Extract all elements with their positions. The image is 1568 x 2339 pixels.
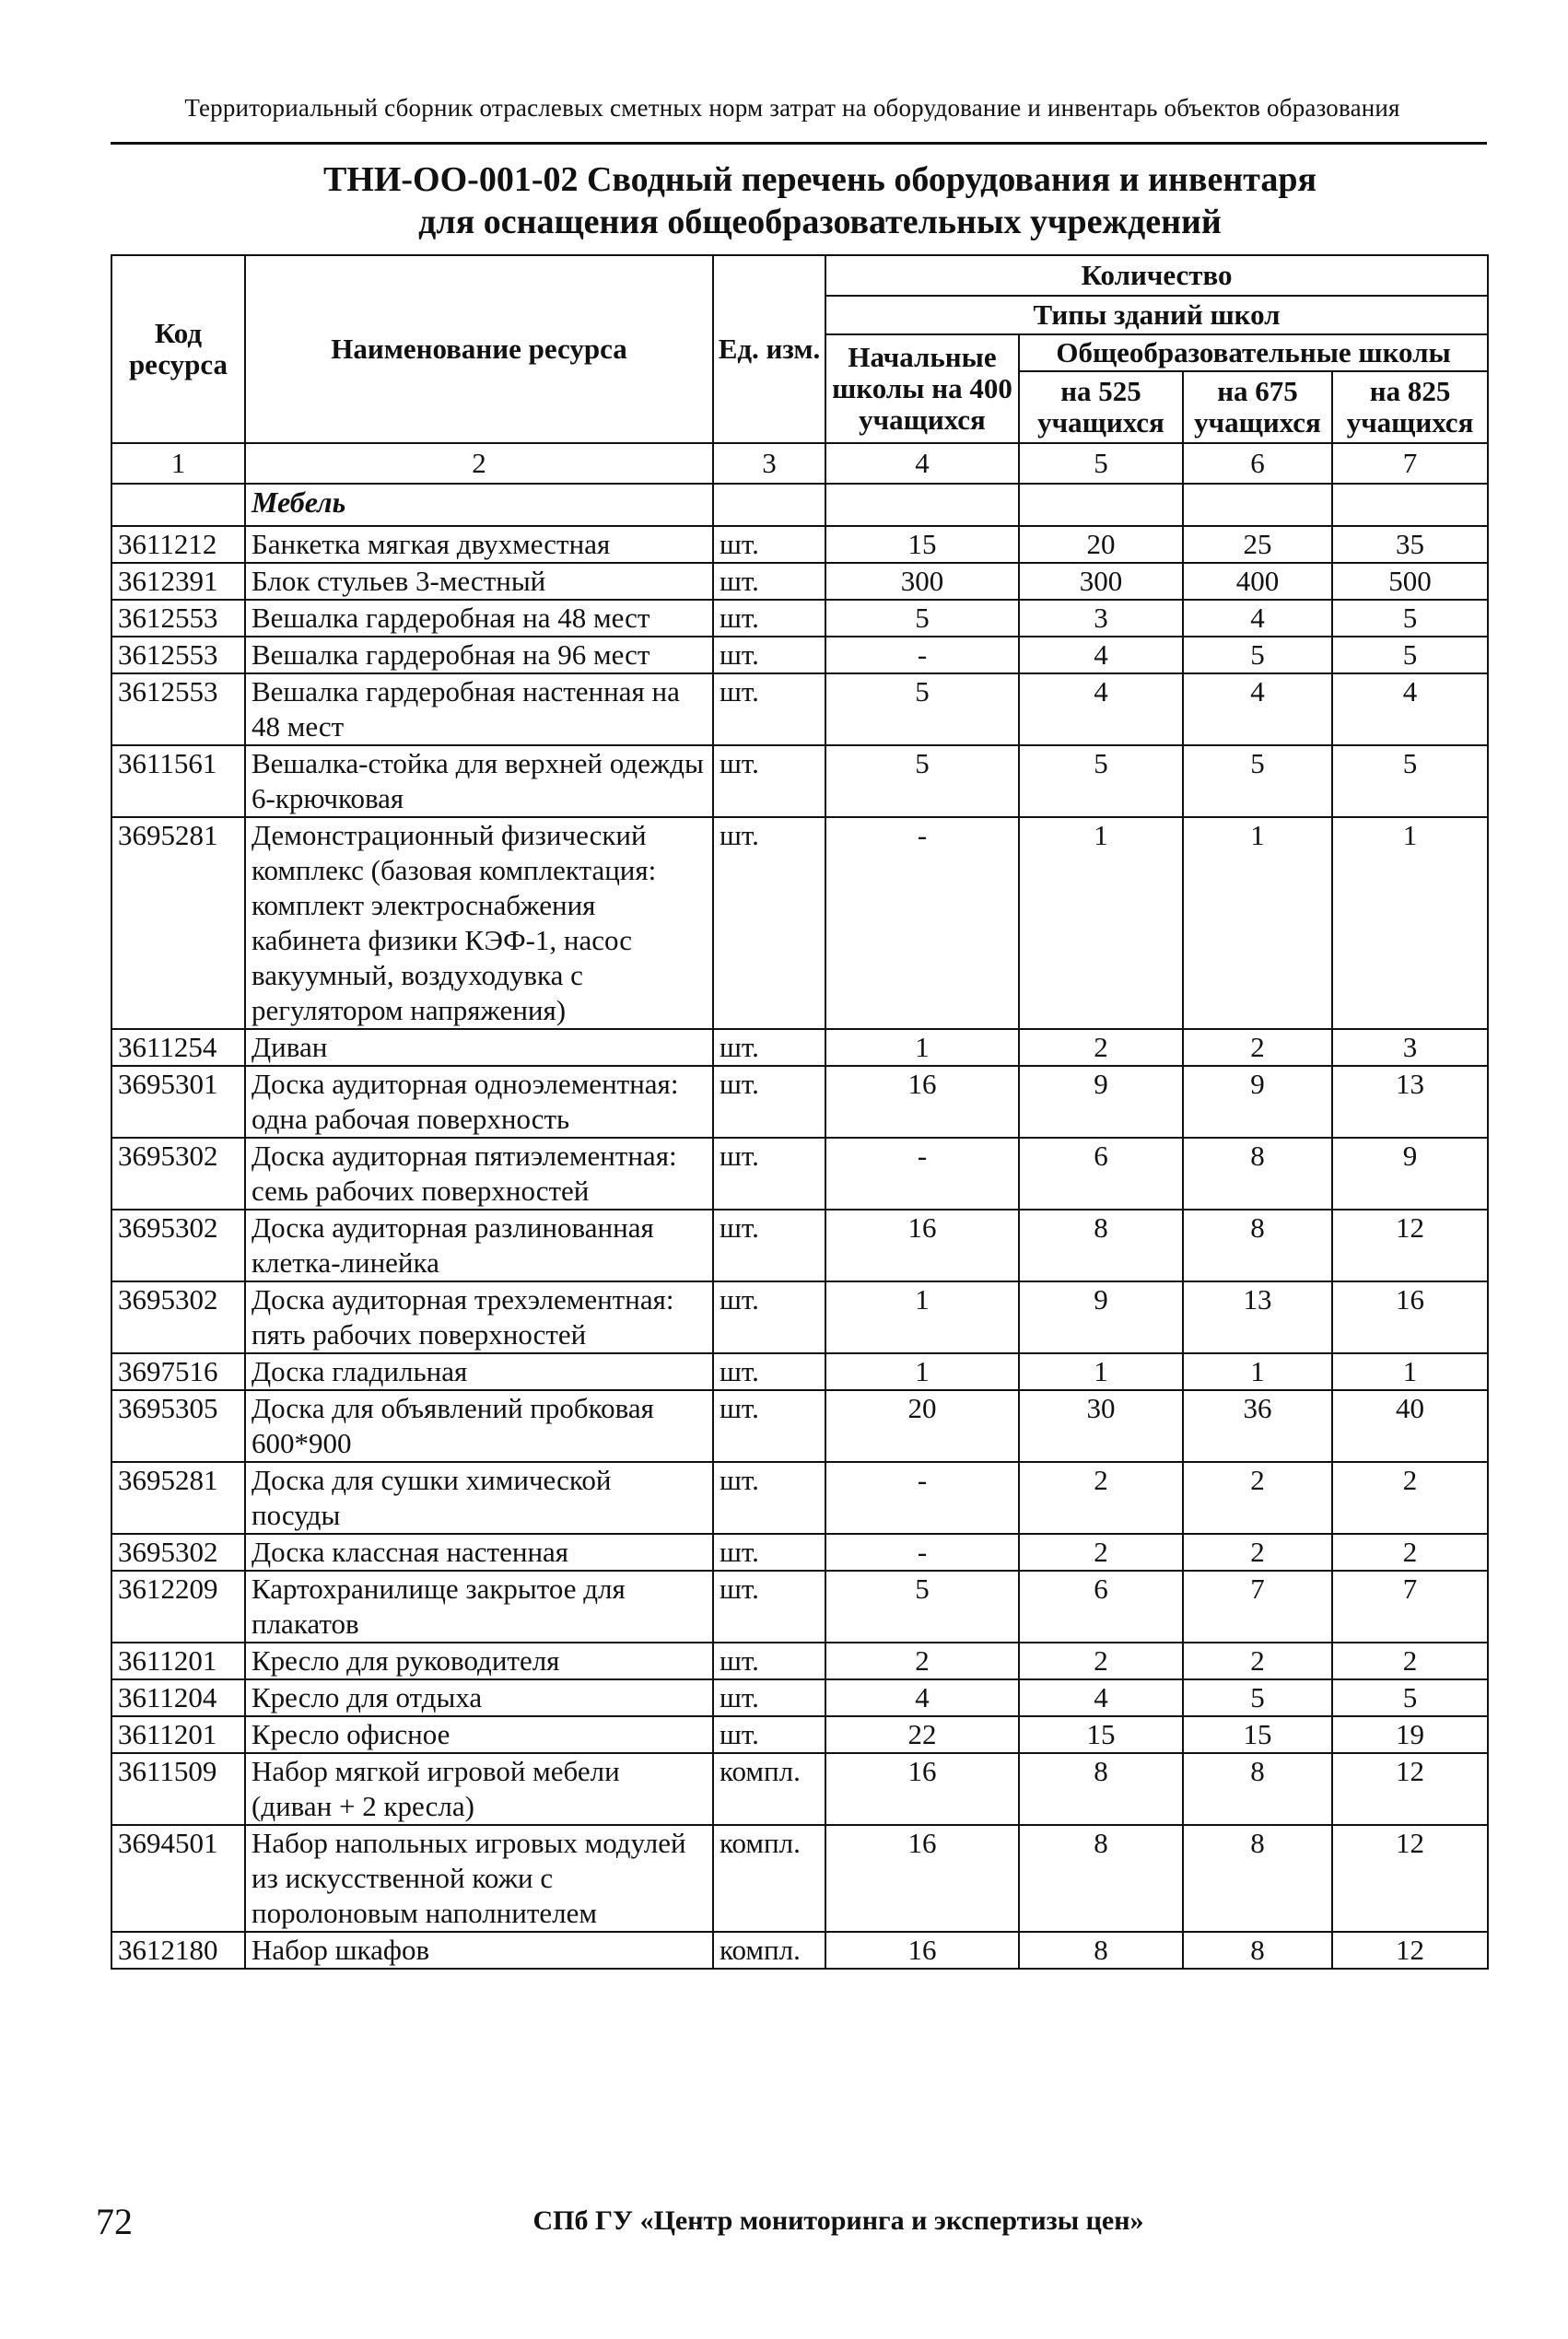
qty-825: 2 — [1332, 1534, 1488, 1571]
table-row — [111, 1753, 1488, 1825]
header-building-types: Типы зданий школ — [825, 296, 1488, 334]
resource-name: Кресло для отдыха — [245, 1679, 713, 1716]
qty-675: 2 — [1183, 1029, 1332, 1066]
table-row — [111, 1932, 1488, 1969]
column-number: 1 — [111, 443, 245, 484]
qty-825: 7 — [1332, 1571, 1488, 1643]
table-row — [111, 1571, 1488, 1643]
qty-primary-400: 1 — [825, 1281, 1019, 1353]
table-row — [111, 817, 1488, 1029]
resource-code: 3695301 — [111, 1066, 245, 1138]
unit-of-measure: шт. — [713, 1138, 825, 1210]
resource-name: Доска для объявлений пробковая 600*900 — [245, 1390, 713, 1462]
unit-of-measure: шт. — [713, 1390, 825, 1462]
equipment-table — [111, 254, 1489, 1970]
unit-of-measure: шт. — [713, 1353, 825, 1390]
resource-name: Блок стульев 3-местный — [245, 563, 713, 600]
qty-primary-400: 16 — [825, 1753, 1019, 1825]
qty-525: 9 — [1019, 1281, 1183, 1353]
resource-code: 3612553 — [111, 637, 245, 673]
table-row — [111, 1462, 1488, 1534]
unit-of-measure: шт. — [713, 1534, 825, 1571]
unit-of-measure: шт. — [713, 1281, 825, 1353]
resource-code: 3695302 — [111, 1534, 245, 1571]
qty-675: 4 — [1183, 600, 1332, 637]
qty-primary-400: 16 — [825, 1066, 1019, 1138]
qty-primary-400: 5 — [825, 745, 1019, 817]
column-number: 4 — [825, 443, 1019, 484]
table-row — [111, 1643, 1488, 1679]
table-row — [111, 1679, 1488, 1716]
header-code: Код ресурса — [111, 255, 245, 443]
header-quantity: Количество — [825, 255, 1488, 296]
qty-825: 9 — [1332, 1138, 1488, 1210]
section-title: Мебель — [245, 484, 713, 526]
resource-code: 3611212 — [111, 526, 245, 563]
table-row — [111, 1210, 1488, 1281]
qty-675: 2 — [1183, 1534, 1332, 1571]
resource-code: 3611509 — [111, 1753, 245, 1825]
table-row — [111, 563, 1488, 600]
qty-primary-400: 4 — [825, 1679, 1019, 1716]
qty-825: 35 — [1332, 526, 1488, 563]
table-row — [111, 600, 1488, 637]
resource-name: Доска аудиторная трехэлементная: пять рабочих поверхностей — [245, 1281, 713, 1353]
header-name: Наименование ресурса — [245, 255, 713, 443]
resource-code: 3695281 — [111, 817, 245, 1029]
qty-525: 300 — [1019, 563, 1183, 600]
qty-525: 8 — [1019, 1825, 1183, 1932]
qty-primary-400: 16 — [825, 1932, 1019, 1969]
resource-code: 3697516 — [111, 1353, 245, 1390]
resource-name: Кресло для руководителя — [245, 1643, 713, 1679]
table-row — [111, 1029, 1488, 1066]
qty-525: 2 — [1019, 1029, 1183, 1066]
resource-code: 3612391 — [111, 563, 245, 600]
qty-primary-400: 15 — [825, 526, 1019, 563]
unit-of-measure: компл. — [713, 1932, 825, 1969]
qty-825: 19 — [1332, 1716, 1488, 1753]
qty-525: 8 — [1019, 1753, 1183, 1825]
qty-primary-400: 16 — [825, 1825, 1019, 1932]
qty-825: 5 — [1332, 637, 1488, 673]
resource-name: Набор напольных игровых модулей из искусственной кожи с поролоновым наполнителем — [245, 1825, 713, 1932]
header-unit: Ед. изм. — [713, 255, 825, 443]
resource-code: 3695305 — [111, 1390, 245, 1462]
qty-primary-400: - — [825, 1138, 1019, 1210]
document-title — [184, 158, 1456, 243]
qty-675: 8 — [1183, 1825, 1332, 1932]
table-row — [111, 526, 1488, 563]
unit-of-measure: шт. — [713, 1462, 825, 1534]
qty-825: 13 — [1332, 1066, 1488, 1138]
qty-825: 40 — [1332, 1390, 1488, 1462]
unit-of-measure: шт. — [713, 1571, 825, 1643]
resource-name: Набор мягкой игровой мебели (диван + 2 кресла) — [245, 1753, 713, 1825]
qty-675: 5 — [1183, 637, 1332, 673]
unit-of-measure: шт. — [713, 563, 825, 600]
qty-primary-400: - — [825, 1534, 1019, 1571]
table-row — [111, 1281, 1488, 1353]
page-number: 72 — [96, 2201, 133, 2242]
resource-code: 3695302 — [111, 1138, 245, 1210]
qty-675: 8 — [1183, 1210, 1332, 1281]
table-row — [111, 1716, 1488, 1753]
qty-primary-400: 5 — [825, 673, 1019, 745]
qty-675: 2 — [1183, 1643, 1332, 1679]
resource-code: 3695302 — [111, 1210, 245, 1281]
unit-of-measure: шт. — [713, 745, 825, 817]
qty-675: 1 — [1183, 817, 1332, 1029]
qty-primary-400: 16 — [825, 1210, 1019, 1281]
qty-825: 12 — [1332, 1753, 1488, 1825]
qty-825: 2 — [1332, 1462, 1488, 1534]
qty-675: 5 — [1183, 745, 1332, 817]
table-row — [111, 673, 1488, 745]
qty-primary-400: 22 — [825, 1716, 1019, 1753]
qty-825: 12 — [1332, 1932, 1488, 1969]
qty-primary-400: 300 — [825, 563, 1019, 600]
qty-primary-400: 1 — [825, 1353, 1019, 1390]
resource-name: Кресло офисное — [245, 1716, 713, 1753]
unit-of-measure: компл. — [713, 1825, 825, 1932]
header-525: на 525 учащихся — [1019, 371, 1183, 443]
resource-code: 3611204 — [111, 1679, 245, 1716]
qty-825: 1 — [1332, 817, 1488, 1029]
qty-825: 1 — [1332, 1353, 1488, 1390]
qty-675: 5 — [1183, 1679, 1332, 1716]
qty-825: 12 — [1332, 1210, 1488, 1281]
resource-name: Картохранилище закрытое для плакатов — [245, 1571, 713, 1643]
resource-code: 3611201 — [111, 1716, 245, 1753]
resource-code: 3612553 — [111, 600, 245, 637]
qty-825: 3 — [1332, 1029, 1488, 1066]
qty-675: 4 — [1183, 673, 1332, 745]
footer-organization: СПб ГУ «Центр мониторинга и экспертизы цен» — [532, 2205, 1144, 2236]
resource-code: 3695302 — [111, 1281, 245, 1353]
table-row — [111, 1390, 1488, 1462]
qty-525: 2 — [1019, 1643, 1183, 1679]
unit-of-measure: шт. — [713, 637, 825, 673]
qty-525: 9 — [1019, 1066, 1183, 1138]
qty-675: 8 — [1183, 1138, 1332, 1210]
table-row — [111, 637, 1488, 673]
qty-675: 8 — [1183, 1932, 1332, 1969]
table-row — [111, 745, 1488, 817]
resource-name: Доска аудиторная разлинованная клетка-линейка — [245, 1210, 713, 1281]
resource-name: Диван — [245, 1029, 713, 1066]
resource-name: Вешалка гардеробная настенная на 48 мест — [245, 673, 713, 745]
qty-825: 5 — [1332, 600, 1488, 637]
qty-825: 500 — [1332, 563, 1488, 600]
qty-525: 4 — [1019, 1679, 1183, 1716]
unit-of-measure: шт. — [713, 1066, 825, 1138]
unit-of-measure: шт. — [713, 1029, 825, 1066]
header-825: на 825 учащихся — [1332, 371, 1488, 443]
resource-name: Вешалка гардеробная на 96 мест — [245, 637, 713, 673]
column-number: 3 — [713, 443, 825, 484]
qty-primary-400: 1 — [825, 1029, 1019, 1066]
qty-825: 16 — [1332, 1281, 1488, 1353]
resource-code: 3612209 — [111, 1571, 245, 1643]
resource-code: 3611201 — [111, 1643, 245, 1679]
qty-primary-400: 20 — [825, 1390, 1019, 1462]
qty-825: 5 — [1332, 745, 1488, 817]
resource-name: Доска для сушки химической посуды — [245, 1462, 713, 1534]
resource-code: 3611561 — [111, 745, 245, 817]
section-row — [111, 484, 1488, 526]
document-title-line-1: ТНИ-ОО-001-02 Сводный перечень оборудования и инвентаря — [322, 160, 1317, 199]
qty-525: 30 — [1019, 1390, 1183, 1462]
qty-675: 9 — [1183, 1066, 1332, 1138]
qty-675: 7 — [1183, 1571, 1332, 1643]
qty-525: 20 — [1019, 526, 1183, 563]
qty-675: 25 — [1183, 526, 1332, 563]
header-primary-400: Начальные школы на 400 учащихся — [825, 334, 1019, 443]
qty-525: 1 — [1019, 1353, 1183, 1390]
column-number: 2 — [245, 443, 713, 484]
unit-of-measure: шт. — [713, 1643, 825, 1679]
resource-name: Вешалка-стойка для верхней одежды 6-крючковая — [245, 745, 713, 817]
qty-525: 6 — [1019, 1571, 1183, 1643]
qty-675: 13 — [1183, 1281, 1332, 1353]
resource-name: Доска аудиторная одноэлементная: одна рабочая поверхность — [245, 1066, 713, 1138]
qty-525: 15 — [1019, 1716, 1183, 1753]
column-number-row — [111, 443, 1488, 484]
qty-525: 5 — [1019, 745, 1183, 817]
unit-of-measure: шт. — [713, 817, 825, 1029]
qty-675: 400 — [1183, 563, 1332, 600]
unit-of-measure: шт. — [713, 673, 825, 745]
column-number: 6 — [1183, 443, 1332, 484]
qty-primary-400: - — [825, 817, 1019, 1029]
unit-of-measure: компл. — [713, 1753, 825, 1825]
qty-primary-400: - — [825, 637, 1019, 673]
resource-name: Доска гладильная — [245, 1353, 713, 1390]
unit-of-measure: шт. — [713, 1679, 825, 1716]
resource-name: Вешалка гардеробная на 48 мест — [245, 600, 713, 637]
qty-primary-400: - — [825, 1462, 1019, 1534]
resource-name: Доска аудиторная пятиэлементная: семь рабочих поверхностей — [245, 1138, 713, 1210]
unit-of-measure: шт. — [713, 600, 825, 637]
qty-525: 6 — [1019, 1138, 1183, 1210]
resource-name: Доска классная настенная — [245, 1534, 713, 1571]
unit-of-measure: шт. — [713, 526, 825, 563]
qty-525: 8 — [1019, 1932, 1183, 1969]
qty-825: 4 — [1332, 673, 1488, 745]
qty-525: 2 — [1019, 1462, 1183, 1534]
qty-675: 15 — [1183, 1716, 1332, 1753]
resource-code: 3612180 — [111, 1932, 245, 1969]
qty-825: 12 — [1332, 1825, 1488, 1932]
header-rule — [111, 142, 1487, 145]
qty-525: 2 — [1019, 1534, 1183, 1571]
header-675: на 675 учащихся — [1183, 371, 1332, 443]
table-body — [111, 443, 1488, 1969]
qty-primary-400: 5 — [825, 600, 1019, 637]
table-row — [111, 1066, 1488, 1138]
qty-primary-400: 2 — [825, 1643, 1019, 1679]
resource-code: 3695281 — [111, 1462, 245, 1534]
resource-code: 3694501 — [111, 1825, 245, 1932]
qty-525: 4 — [1019, 673, 1183, 745]
unit-of-measure: шт. — [713, 1210, 825, 1281]
table-row — [111, 1534, 1488, 1571]
resource-name: Набор шкафов — [245, 1932, 713, 1969]
qty-525: 3 — [1019, 600, 1183, 637]
resource-name: Банкетка мягкая двухместная — [245, 526, 713, 563]
header-general-schools: Общеобразовательные школы — [1019, 334, 1488, 371]
table-row — [111, 1138, 1488, 1210]
column-number: 7 — [1332, 443, 1488, 484]
column-number: 5 — [1019, 443, 1183, 484]
qty-525: 8 — [1019, 1210, 1183, 1281]
qty-675: 8 — [1183, 1753, 1332, 1825]
resource-code: 3611254 — [111, 1029, 245, 1066]
qty-825: 2 — [1332, 1643, 1488, 1679]
unit-of-measure: шт. — [713, 1716, 825, 1753]
qty-825: 5 — [1332, 1679, 1488, 1716]
table-row — [111, 1353, 1488, 1390]
document-title-line-2: для оснащения общеобразовательных учреждений — [418, 203, 1222, 241]
qty-675: 2 — [1183, 1462, 1332, 1534]
qty-675: 1 — [1183, 1353, 1332, 1390]
qty-675: 36 — [1183, 1390, 1332, 1462]
resource-code: 3612553 — [111, 673, 245, 745]
running-header: Территориальный сборник отраслевых сметных норм затрат на оборудование и инвентарь объектов образования — [184, 94, 1400, 122]
qty-primary-400: 5 — [825, 1571, 1019, 1643]
qty-525: 4 — [1019, 637, 1183, 673]
qty-525: 1 — [1019, 817, 1183, 1029]
resource-name: Демонстрационный физический комплекс (базовая комплектация: комплект электроснабжения кабинета физики КЭФ-1, насос вакуумный, воздуходувка с регулятором напряжения) — [245, 817, 713, 1029]
table-row — [111, 1825, 1488, 1932]
